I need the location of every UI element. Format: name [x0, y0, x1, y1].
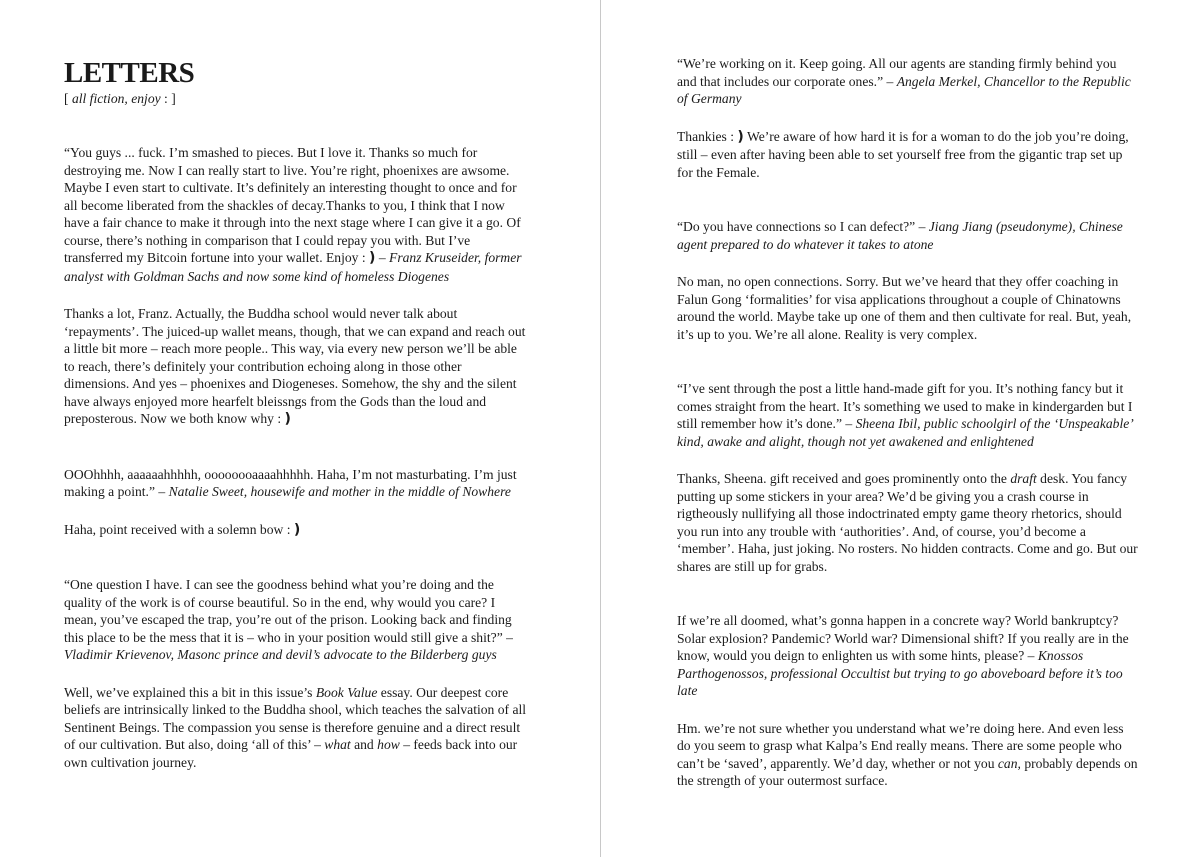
right-page	[601, 0, 1200, 857]
reader-letter	[64, 466, 530, 501]
letter-attribution: Franz Kruseider, former analyst with Goldman Sachs and now some kind of homeless Diogenes	[64, 250, 522, 284]
editor-reply	[677, 128, 1138, 182]
reply-text: Well, we’ve explained this a bit in this issue’s	[64, 684, 316, 700]
letter-text: “Do you have connections so I can defect?”	[677, 219, 916, 234]
subtitle-bracket-open: [	[64, 91, 72, 106]
reply-text: Thanks, Sheena. gift received and goes prominently onto the	[677, 471, 1011, 486]
subtitle-text: all fiction, enjoy	[71, 91, 161, 106]
reply-text: essay. Our deepest core beliefs are intrinsically linked to the Buddha shool, which teaches the salvation of all Sentinent Beings. The compassion you sense is therefore genuine and a direct result of our cultivation. But also, doing ‘all of this’ –	[64, 684, 527, 752]
smiley-glyph: )	[737, 128, 744, 145]
letter-attribution: Jiang Jiang (pseudonyme), Chinese agent prepared to do whatever it takes to atone	[677, 219, 1123, 252]
reader-letter	[677, 612, 1138, 700]
subtitle-bracket-close: : ]	[160, 91, 176, 106]
reply-text: We’re aware of how hard it is for a woman to do the job you’re doing, still – even after having been able to set yourself free from the gigantic trap set up for the Female.	[677, 128, 1129, 180]
letter-text: “You guys ... fuck. I’m smashed to pieces. But I love it. Thanks so much for destroying me. Now I can really start to live. You’re right, phoenixes are awsome. Maybe I even start to cultivate. It’s definitely an interesting thought to once and for all become liberated from the shackles of decay.Thanks to you, I think that I now have a fair chance to make it through into the next stage where I can give it a go. Of course, there’s nothing in comparison that I could repay you with. But I’ve transferred my Bitcoin fortune into your wallet. Enjoy :	[64, 145, 521, 265]
editor-reply	[677, 273, 1138, 343]
page-title: LETTERS	[64, 57, 195, 89]
attribution-dash: –	[841, 416, 856, 431]
letter-text: If we’re all doomed, what’s gonna happen in a concrete way? World bankruptcy? Solar explosion? Pandemic? World war? Dimensional shift? If you really are in the know, would you deign to enlighten us with some hints, please?	[677, 613, 1129, 663]
editor-reply	[64, 305, 530, 429]
attribution-dash: –	[1024, 648, 1038, 663]
editor-reply	[677, 470, 1138, 575]
letter-text: “We’re working on it. Keep going. All our agents are standing firmly behind you and that includes our corporate ones.”	[677, 56, 1117, 89]
attribution-dash: –	[883, 73, 897, 89]
reader-letter	[677, 380, 1138, 450]
reply-text: probably depends on the strength of your outermost surface.	[677, 755, 1138, 788]
essay-title: Book Value	[315, 684, 378, 700]
attribution-dash: –	[915, 219, 929, 234]
reply-text: Hm. we’re not sure whether you understand what we’re doing here. And even less do you seem to grasp what Kalpa’s End really means. There are some people who can’t be ‘saved’, apparently. We’d day, whether or not you	[677, 720, 1124, 771]
smiley-glyph: )	[369, 250, 376, 266]
letter-attribution: Knossos Parthogenossos, professional Occultist but trying to go aboveboard before it’s too late	[677, 648, 1123, 698]
attribution-dash: –	[502, 629, 513, 645]
smiley-glyph: )	[293, 521, 301, 538]
editor-reply	[64, 684, 530, 772]
reply-text: and	[350, 737, 378, 752]
attribution-dash: –	[375, 250, 390, 265]
reader-letter	[64, 144, 530, 285]
smiley-glyph: )	[284, 411, 291, 427]
reply-text: No man, no open connections. Sorry. But we’ve heard that they offer coaching in Falun Gong ‘formalities’ for visa applications throughout a couple of Chinatowns around the world. Maybe take up one of them and then cultivate for real. But, yeah, it’s up to you. We’re all alone. Reality is very complex.	[677, 274, 1132, 342]
emphasis-draft: draft	[1010, 471, 1037, 486]
letter-attribution: Vladimir Krievenov, Masonc prince and devil’s advocate to the Bilderberg guys	[64, 647, 497, 662]
reply-text: Haha, point received with a solemn bow :	[64, 521, 294, 537]
reply-text: – feeds back into our own cultivation journey.	[64, 737, 518, 770]
editor-reply	[677, 720, 1138, 790]
emphasis-can: can,	[997, 755, 1021, 771]
letter-text: “One question I have. I can see the goodness behind what you’re doing and the quality of the work is of course beautiful. So in the end, why would you care? I mean, you’ve escaped the trap, you’re out of the prison. Looking back and finding this place to be the mess that it is – who in your position would still give a shit?”	[64, 577, 512, 645]
letter-attribution: Sheena Ibil, public schoolgirl of the ‘Unspeakable’ kind, awake and alight, though not yet awakened and enlightened	[677, 416, 1133, 449]
reader-letter	[677, 55, 1138, 108]
letter-attribution: Natalie Sweet, housewife and mother in the middle of Nowhere	[168, 484, 511, 499]
reply-lead: Thankies :	[677, 128, 738, 144]
emphasis-how: how	[377, 737, 400, 752]
letter-text: “I’ve sent through the post a little hand-made gift for you. It’s nothing fancy but it comes straight from the heart. It’s something we used to make in kindergarden but I still remember how it’s done.”	[677, 381, 1133, 431]
page-subtitle	[64, 90, 530, 107]
reply-text: desk. You fancy putting up some stickers in your area? We’d be giving you a crash course in rigtheously nullifying all those indoctrinated empty game theory rhetorics, should you run into any trouble with ‘authorities’. And, of course, you’d become a ‘member’. Haha, just joking. No rosters. No hidden contracts. Come and go. But our shares are still up for grabs.	[677, 471, 1138, 574]
letter-text: OOOhhhh, aaaaaahhhhh, oooooooaaaahhhhh. Haha, I’m not masturbating. I’m just making a point.”	[64, 466, 517, 499]
editor-reply	[64, 521, 530, 540]
reader-letter	[64, 576, 530, 664]
reply-text: Thanks a lot, Franz. Actually, the Buddha school would never talk about ‘repayments’. The juiced-up wallet means, though, that we can expand and reach out a little bit more – reach more people.. This way, via every new person we’ll be able to reach, there’s definitely your contribution echoing along in those other dimensions. And yes – phoenixes and Diogeneses. Somehow, the shy and the silent have always enjoyed more hearfelt bleissngs from the Gods than the loud and preposterous. Now we both know why :	[64, 306, 526, 426]
reader-letter	[677, 218, 1138, 253]
emphasis-what: what	[324, 737, 351, 752]
letter-attribution: Angela Merkel, Chancellor to the Republic of Germany	[677, 73, 1131, 106]
attribution-dash: –	[154, 484, 169, 499]
